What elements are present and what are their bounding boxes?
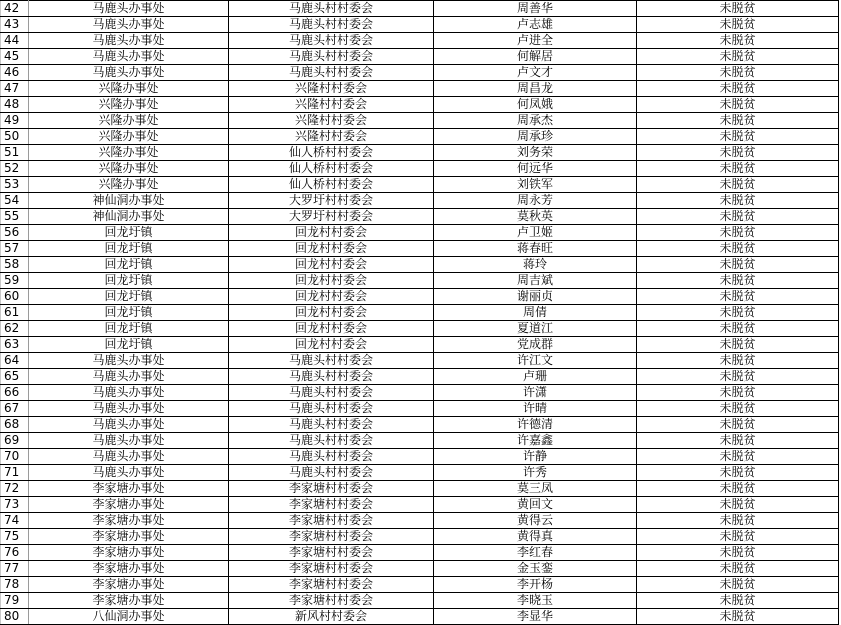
cell-name[interactable]: 刘铁军 xyxy=(434,177,637,193)
cell-village-committee[interactable]: 李家塘村村委会 xyxy=(229,497,434,513)
row-number[interactable]: 76 xyxy=(1,545,29,561)
table-row xyxy=(1,257,839,273)
table-row xyxy=(1,369,839,385)
table-row xyxy=(1,593,839,609)
cell-name[interactable]: 许嘉鑫 xyxy=(434,433,637,449)
row-number[interactable]: 56 xyxy=(1,225,29,241)
cell-name[interactable]: 李开杨 xyxy=(434,577,637,593)
row-number[interactable]: 74 xyxy=(1,513,29,529)
cell-status[interactable]: 未脱贫 xyxy=(637,449,839,465)
cell-status[interactable]: 未脱贫 xyxy=(637,369,839,385)
cell-village-committee[interactable]: 回龙村村委会 xyxy=(229,241,434,257)
cell-name[interactable]: 黄得云 xyxy=(434,513,637,529)
cell-status[interactable]: 未脱贫 xyxy=(637,481,839,497)
cell-name[interactable]: 许静 xyxy=(434,449,637,465)
cell-name[interactable]: 卢珊 xyxy=(434,369,637,385)
cell-village-committee[interactable]: 马鹿头村村委会 xyxy=(229,449,434,465)
row-number[interactable]: 49 xyxy=(1,113,29,129)
cell-name[interactable]: 黄得真 xyxy=(434,529,637,545)
cell-status[interactable]: 未脱贫 xyxy=(637,401,839,417)
cell-town[interactable]: 李家塘办事处 xyxy=(29,593,229,609)
row-number[interactable]: 57 xyxy=(1,241,29,257)
cell-town[interactable]: 兴隆办事处 xyxy=(29,97,229,113)
cell-name[interactable]: 周善华 xyxy=(434,1,637,17)
cell-name[interactable]: 许潇 xyxy=(434,385,637,401)
cell-village-committee[interactable]: 马鹿头村村委会 xyxy=(229,1,434,17)
cell-town[interactable]: 神仙洞办事处 xyxy=(29,193,229,209)
cell-status[interactable]: 未脱贫 xyxy=(637,81,839,97)
table-row xyxy=(1,193,839,209)
row-number[interactable]: 46 xyxy=(1,65,29,81)
cell-town[interactable]: 马鹿头办事处 xyxy=(29,417,229,433)
cell-status[interactable]: 未脱贫 xyxy=(637,17,839,33)
cell-village-committee[interactable]: 新风村村委会 xyxy=(229,609,434,625)
cell-village-committee[interactable]: 马鹿头村村委会 xyxy=(229,369,434,385)
cell-village-committee[interactable]: 兴隆村村委会 xyxy=(229,81,434,97)
table-row xyxy=(1,129,839,145)
cell-town[interactable]: 回龙圩镇 xyxy=(29,257,229,273)
table-row xyxy=(1,177,839,193)
row-number[interactable]: 52 xyxy=(1,161,29,177)
cell-village-committee[interactable]: 大罗圩村村委会 xyxy=(229,209,434,225)
table-row xyxy=(1,33,839,49)
cell-village-committee[interactable]: 马鹿头村村委会 xyxy=(229,417,434,433)
table-row xyxy=(1,561,839,577)
cell-status[interactable]: 未脱贫 xyxy=(637,33,839,49)
cell-name[interactable]: 卢进全 xyxy=(434,33,637,49)
cell-village-committee[interactable]: 仙人桥村村委会 xyxy=(229,177,434,193)
row-number[interactable]: 64 xyxy=(1,353,29,369)
cell-status[interactable]: 未脱贫 xyxy=(637,209,839,225)
cell-name[interactable]: 卢卫姬 xyxy=(434,225,637,241)
cell-name[interactable]: 周昌龙 xyxy=(434,81,637,97)
cell-village-committee[interactable]: 李家塘村村委会 xyxy=(229,545,434,561)
table-row xyxy=(1,209,839,225)
cell-village-committee[interactable]: 回龙村村委会 xyxy=(229,257,434,273)
row-number[interactable]: 50 xyxy=(1,129,29,145)
row-number[interactable]: 70 xyxy=(1,449,29,465)
table-row xyxy=(1,273,839,289)
cell-status[interactable]: 未脱贫 xyxy=(637,529,839,545)
cell-status[interactable]: 未脱贫 xyxy=(637,113,839,129)
cell-status[interactable]: 未脱贫 xyxy=(637,385,839,401)
row-number[interactable]: 75 xyxy=(1,529,29,545)
row-number[interactable]: 72 xyxy=(1,481,29,497)
cell-name[interactable]: 金玉銮 xyxy=(434,561,637,577)
table-row xyxy=(1,337,839,353)
cell-village-committee[interactable]: 兴隆村村委会 xyxy=(229,129,434,145)
cell-name[interactable]: 何解居 xyxy=(434,49,637,65)
cell-name[interactable]: 周承珍 xyxy=(434,129,637,145)
table-row xyxy=(1,529,839,545)
cell-name[interactable]: 李晓玉 xyxy=(434,593,637,609)
cell-name[interactable]: 蒋春旺 xyxy=(434,241,637,257)
cell-status[interactable]: 未脱贫 xyxy=(637,145,839,161)
cell-town[interactable]: 马鹿头办事处 xyxy=(29,465,229,481)
row-number[interactable]: 65 xyxy=(1,369,29,385)
cell-status[interactable]: 未脱贫 xyxy=(637,321,839,337)
cell-name[interactable]: 周吉斌 xyxy=(434,273,637,289)
row-number[interactable]: 47 xyxy=(1,81,29,97)
table-row xyxy=(1,49,839,65)
cell-village-committee[interactable]: 马鹿头村村委会 xyxy=(229,465,434,481)
cell-town[interactable]: 李家塘办事处 xyxy=(29,497,229,513)
table-row xyxy=(1,545,839,561)
cell-village-committee[interactable]: 马鹿头村村委会 xyxy=(229,33,434,49)
cell-town[interactable]: 回龙圩镇 xyxy=(29,337,229,353)
cell-village-committee[interactable]: 回龙村村委会 xyxy=(229,305,434,321)
row-number[interactable]: 51 xyxy=(1,145,29,161)
row-number[interactable]: 78 xyxy=(1,577,29,593)
row-number[interactable]: 60 xyxy=(1,289,29,305)
cell-town[interactable]: 马鹿头办事处 xyxy=(29,449,229,465)
cell-status[interactable]: 未脱贫 xyxy=(637,305,839,321)
cell-status[interactable]: 未脱贫 xyxy=(637,433,839,449)
cell-status[interactable]: 未脱贫 xyxy=(637,337,839,353)
cell-name[interactable]: 刘务荣 xyxy=(434,145,637,161)
table-row xyxy=(1,81,839,97)
cell-name[interactable]: 莫秋英 xyxy=(434,209,637,225)
cell-status[interactable]: 未脱贫 xyxy=(637,561,839,577)
cell-village-committee[interactable]: 李家塘村村委会 xyxy=(229,529,434,545)
row-number[interactable]: 42 xyxy=(1,1,29,17)
cell-town[interactable]: 回龙圩镇 xyxy=(29,289,229,305)
cell-name[interactable]: 谢丽贞 xyxy=(434,289,637,305)
row-number[interactable]: 48 xyxy=(1,97,29,113)
cell-village-committee[interactable]: 马鹿头村村委会 xyxy=(229,401,434,417)
cell-name[interactable]: 卢志雄 xyxy=(434,17,637,33)
cell-status[interactable]: 未脱贫 xyxy=(637,193,839,209)
cell-status[interactable]: 未脱贫 xyxy=(637,497,839,513)
table-row xyxy=(1,305,839,321)
row-number[interactable]: 69 xyxy=(1,433,29,449)
cell-village-committee[interactable]: 马鹿头村村委会 xyxy=(229,65,434,81)
cell-name[interactable]: 何凤娥 xyxy=(434,97,637,113)
cell-name[interactable]: 黄回文 xyxy=(434,497,637,513)
cell-status[interactable]: 未脱贫 xyxy=(637,65,839,81)
row-number[interactable]: 61 xyxy=(1,305,29,321)
cell-village-committee[interactable]: 回龙村村委会 xyxy=(229,273,434,289)
table-row xyxy=(1,17,839,33)
row-number[interactable]: 66 xyxy=(1,385,29,401)
table-row xyxy=(1,417,839,433)
cell-name[interactable]: 许秀 xyxy=(434,465,637,481)
cell-name[interactable]: 许江文 xyxy=(434,353,637,369)
table-row xyxy=(1,513,839,529)
cell-village-committee[interactable]: 李家塘村村委会 xyxy=(229,561,434,577)
row-number[interactable]: 80 xyxy=(1,609,29,625)
table-row xyxy=(1,145,839,161)
cell-town[interactable]: 马鹿头办事处 xyxy=(29,385,229,401)
cell-village-committee[interactable]: 马鹿头村村委会 xyxy=(229,353,434,369)
table-row xyxy=(1,353,839,369)
cell-town[interactable]: 兴隆办事处 xyxy=(29,81,229,97)
cell-town[interactable]: 马鹿头办事处 xyxy=(29,401,229,417)
cell-name[interactable]: 党成群 xyxy=(434,337,637,353)
cell-village-committee[interactable]: 兴隆村村委会 xyxy=(229,113,434,129)
row-number[interactable]: 53 xyxy=(1,177,29,193)
table-row xyxy=(1,385,839,401)
table-row xyxy=(1,401,839,417)
table-row xyxy=(1,465,839,481)
table-row xyxy=(1,449,839,465)
cell-name[interactable]: 何远华 xyxy=(434,161,637,177)
cell-status[interactable]: 未脱贫 xyxy=(637,609,839,625)
cell-name[interactable]: 蒋玲 xyxy=(434,257,637,273)
cell-name[interactable]: 周倩 xyxy=(434,305,637,321)
spreadsheet-body xyxy=(1,1,839,625)
table-row xyxy=(1,577,839,593)
cell-town[interactable]: 回龙圩镇 xyxy=(29,305,229,321)
cell-village-committee[interactable]: 马鹿头村村委会 xyxy=(229,385,434,401)
cell-status[interactable]: 未脱贫 xyxy=(637,257,839,273)
cell-status[interactable]: 未脱贫 xyxy=(637,593,839,609)
cell-town[interactable]: 兴隆办事处 xyxy=(29,161,229,177)
cell-name[interactable]: 周承杰 xyxy=(434,113,637,129)
cell-name[interactable]: 许德清 xyxy=(434,417,637,433)
cell-town[interactable]: 李家塘办事处 xyxy=(29,513,229,529)
row-number[interactable]: 77 xyxy=(1,561,29,577)
cell-name[interactable]: 李显华 xyxy=(434,609,637,625)
cell-status[interactable]: 未脱贫 xyxy=(637,177,839,193)
row-number[interactable]: 63 xyxy=(1,337,29,353)
cell-status[interactable]: 未脱贫 xyxy=(637,465,839,481)
cell-name[interactable]: 李红春 xyxy=(434,545,637,561)
row-number[interactable]: 45 xyxy=(1,49,29,65)
cell-status[interactable]: 未脱贫 xyxy=(637,97,839,113)
cell-town[interactable]: 八仙洞办事处 xyxy=(29,609,229,625)
cell-status[interactable]: 未脱贫 xyxy=(637,513,839,529)
row-number[interactable]: 59 xyxy=(1,273,29,289)
cell-village-committee[interactable]: 马鹿头村村委会 xyxy=(229,433,434,449)
table-row xyxy=(1,609,839,625)
cell-status[interactable]: 未脱贫 xyxy=(637,49,839,65)
table-row xyxy=(1,289,839,305)
row-number[interactable]: 68 xyxy=(1,417,29,433)
cell-town[interactable]: 兴隆办事处 xyxy=(29,145,229,161)
cell-status[interactable]: 未脱贫 xyxy=(637,161,839,177)
cell-town[interactable]: 李家塘办事处 xyxy=(29,561,229,577)
cell-village-committee[interactable]: 李家塘村村委会 xyxy=(229,481,434,497)
cell-town[interactable]: 马鹿头办事处 xyxy=(29,33,229,49)
cell-town[interactable]: 马鹿头办事处 xyxy=(29,369,229,385)
cell-town[interactable]: 神仙洞办事处 xyxy=(29,209,229,225)
cell-village-committee[interactable]: 李家塘村村委会 xyxy=(229,577,434,593)
cell-town[interactable]: 回龙圩镇 xyxy=(29,225,229,241)
table-row xyxy=(1,97,839,113)
cell-status[interactable]: 未脱贫 xyxy=(637,241,839,257)
cell-town[interactable]: 李家塘办事处 xyxy=(29,481,229,497)
cell-village-committee[interactable]: 回龙村村委会 xyxy=(229,289,434,305)
table-row xyxy=(1,65,839,81)
row-number[interactable]: 58 xyxy=(1,257,29,273)
table-row xyxy=(1,225,839,241)
cell-town[interactable]: 兴隆办事处 xyxy=(29,177,229,193)
cell-name[interactable]: 夏道江 xyxy=(434,321,637,337)
cell-village-committee[interactable]: 马鹿头村村委会 xyxy=(229,49,434,65)
table-row xyxy=(1,113,839,129)
cell-village-committee[interactable]: 回龙村村委会 xyxy=(229,337,434,353)
cell-town[interactable]: 回龙圩镇 xyxy=(29,321,229,337)
cell-name[interactable]: 许晴 xyxy=(434,401,637,417)
table-row xyxy=(1,497,839,513)
cell-town[interactable]: 回龙圩镇 xyxy=(29,273,229,289)
cell-town[interactable]: 马鹿头办事处 xyxy=(29,1,229,17)
row-number[interactable]: 44 xyxy=(1,33,29,49)
row-number[interactable]: 54 xyxy=(1,193,29,209)
cell-name[interactable]: 周永芳 xyxy=(434,193,637,209)
cell-village-committee[interactable]: 兴隆村村委会 xyxy=(229,97,434,113)
cell-village-committee[interactable]: 李家塘村村委会 xyxy=(229,513,434,529)
cell-status[interactable]: 未脱贫 xyxy=(637,225,839,241)
cell-town[interactable]: 马鹿头办事处 xyxy=(29,433,229,449)
cell-name[interactable]: 卢文才 xyxy=(434,65,637,81)
cell-town[interactable]: 回龙圩镇 xyxy=(29,241,229,257)
table-row xyxy=(1,161,839,177)
cell-village-committee[interactable]: 仙人桥村村委会 xyxy=(229,161,434,177)
cell-status[interactable]: 未脱贫 xyxy=(637,577,839,593)
row-number[interactable]: 43 xyxy=(1,17,29,33)
cell-status[interactable]: 未脱贫 xyxy=(637,545,839,561)
cell-status[interactable]: 未脱贫 xyxy=(637,417,839,433)
cell-village-committee[interactable]: 回龙村村委会 xyxy=(229,321,434,337)
table-row xyxy=(1,1,839,17)
cell-town[interactable]: 马鹿头办事处 xyxy=(29,49,229,65)
cell-village-committee[interactable]: 大罗圩村村委会 xyxy=(229,193,434,209)
table-row xyxy=(1,481,839,497)
cell-status[interactable]: 未脱贫 xyxy=(637,1,839,17)
cell-village-committee[interactable]: 回龙村村委会 xyxy=(229,225,434,241)
row-number[interactable]: 62 xyxy=(1,321,29,337)
row-number[interactable]: 73 xyxy=(1,497,29,513)
cell-town[interactable]: 兴隆办事处 xyxy=(29,113,229,129)
cell-status[interactable]: 未脱贫 xyxy=(637,273,839,289)
cell-town[interactable]: 李家塘办事处 xyxy=(29,529,229,545)
cell-status[interactable]: 未脱贫 xyxy=(637,353,839,369)
cell-status[interactable]: 未脱贫 xyxy=(637,129,839,145)
row-number[interactable]: 71 xyxy=(1,465,29,481)
row-number[interactable]: 79 xyxy=(1,593,29,609)
cell-town[interactable]: 马鹿头办事处 xyxy=(29,353,229,369)
table-row xyxy=(1,241,839,257)
cell-town[interactable]: 李家塘办事处 xyxy=(29,545,229,561)
cell-village-committee[interactable]: 马鹿头村村委会 xyxy=(229,17,434,33)
cell-village-committee[interactable]: 李家塘村村委会 xyxy=(229,593,434,609)
table-row xyxy=(1,433,839,449)
cell-status[interactable]: 未脱贫 xyxy=(637,289,839,305)
cell-town[interactable]: 马鹿头办事处 xyxy=(29,17,229,33)
cell-village-committee[interactable]: 仙人桥村村委会 xyxy=(229,145,434,161)
row-number[interactable]: 55 xyxy=(1,209,29,225)
row-number[interactable]: 67 xyxy=(1,401,29,417)
cell-town[interactable]: 李家塘办事处 xyxy=(29,577,229,593)
cell-name[interactable]: 莫三凤 xyxy=(434,481,637,497)
table-row xyxy=(1,321,839,337)
cell-town[interactable]: 马鹿头办事处 xyxy=(29,65,229,81)
cell-town[interactable]: 兴隆办事处 xyxy=(29,129,229,145)
